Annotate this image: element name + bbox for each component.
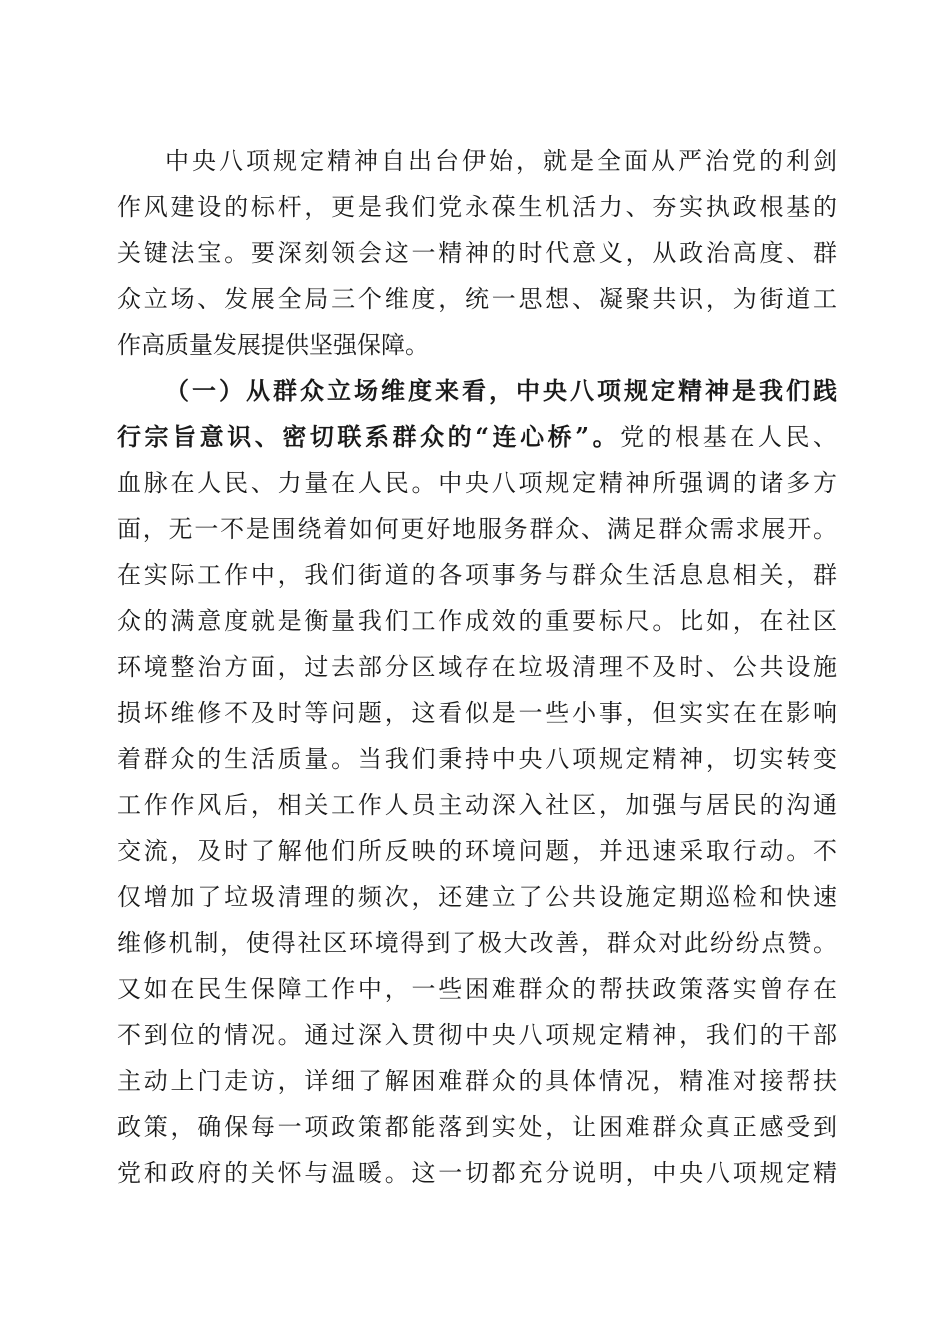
section-heading-line-2 [117,414,837,460]
paragraph-2-line-13: 维修机制，使得社区环境得到了极大改善，群众对此纷纷点赞。 [117,929,837,957]
paragraph-1-line-3: 关键法宝。要深刻领会这一精神的时代意义，从政治高度、群 [117,239,837,267]
paragraph-2-line-18: 党和政府的关怀与温暖。这一切都充分说明，中央八项规定精 [117,1159,837,1187]
paragraph-2-line-17: 政策，确保每一项政策都能落到实处，让困难群众真正感受到 [117,1113,837,1141]
paragraph-1-line-5: 作高质量发展提供坚强保障。 [117,331,429,359]
section-heading-rest: 党的根基在人民、 [620,423,837,451]
paragraph-2-line-5: 在实际工作中，我们街道的各项事务与群众生活息息相关，群 [117,561,837,589]
paragraph-2-line-9: 着群众的生活质量。当我们秉持中央八项规定精神，切实转变 [117,745,837,773]
paragraph-2-line-7: 环境整治方面，过去部分区域存在垃圾清理不及时、公共设施 [117,653,837,681]
paragraph-2-line-4: 面，无一不是围绕着如何更好地服务群众、满足群众需求展开。 [117,515,837,543]
paragraph-2-line-15: 不到位的情况。通过深入贯彻中央八项规定精神，我们的干部 [117,1021,837,1049]
paragraph-2-line-12: 仅增加了垃圾清理的频次，还建立了公共设施定期巡检和快速 [117,883,837,911]
paragraph-2-line-10: 工作作风后，相关工作人员主动深入社区，加强与居民的沟通 [117,791,837,819]
paragraph-1-line-2: 作风建设的标杆，更是我们党永葆生机活力、夯实执政根基的 [117,193,837,221]
paragraph-2-line-16: 主动上门走访，详细了解困难群众的具体情况，精准对接帮扶 [117,1067,837,1095]
paragraph-2-line-3: 血脉在人民、力量在人民。中央八项规定精神所强调的诸多方 [117,469,837,497]
section-heading-line-1: （一）从群众立场维度来看，中央八项规定精神是我们践 [165,376,837,405]
paragraph-2-line-6: 众的满意度就是衡量我们工作成效的重要标尺。比如，在社区 [117,607,837,635]
paragraph-2-line-11: 交流，及时了解他们所反映的环境问题，并迅速采取行动。不 [117,837,837,865]
paragraph-2-line-8: 损坏维修不及时等问题，这看似是一些小事，但实实在在影响 [117,699,837,727]
paragraph-1-line-4: 众立场、发展全局三个维度，统一思想、凝聚共识，为街道工 [117,285,837,313]
paragraph-2-line-14: 又如在民生保障工作中，一些困难群众的帮扶政策落实曾存在 [117,975,837,1003]
section-heading-bold-part: 行宗旨意识、密切联系群众的“连心桥”。 [117,422,621,451]
paragraph-1-line-1: 中央八项规定精神自出台伊始，就是全面从严治党的利剑 [165,147,837,175]
